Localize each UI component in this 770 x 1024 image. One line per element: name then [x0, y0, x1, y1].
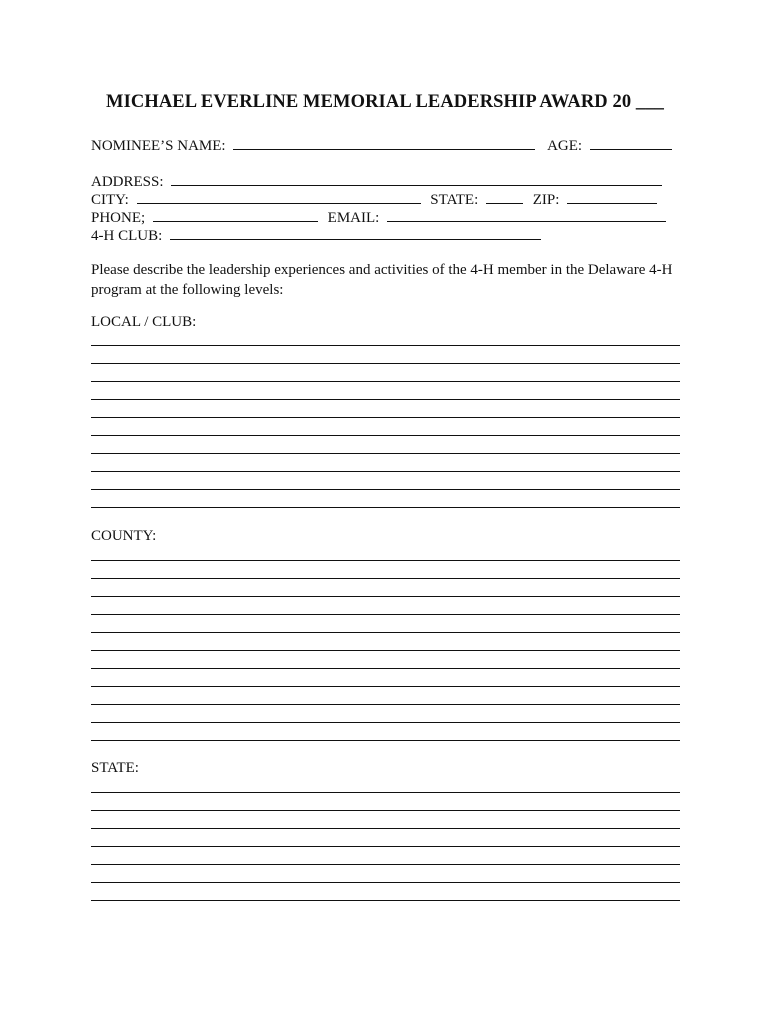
local-club-label: LOCAL / CLUB: [91, 314, 197, 330]
state-line[interactable] [91, 828, 680, 829]
state-line[interactable] [91, 792, 680, 793]
state-line[interactable] [91, 900, 680, 901]
local-club-line[interactable] [91, 417, 680, 418]
local-club-line[interactable] [91, 471, 680, 472]
local-club-line[interactable] [91, 399, 680, 400]
city-row [91, 190, 657, 209]
form-title: MICHAEL EVERLINE MEMORIAL LEADERSHIP AWARD 20 ___ [106, 92, 664, 112]
county-line[interactable] [91, 560, 680, 561]
address-row [91, 172, 662, 191]
age-label: AGE: [547, 138, 583, 154]
county-line[interactable] [91, 650, 680, 651]
local-club-line[interactable] [91, 507, 680, 508]
county-line[interactable] [91, 632, 680, 633]
local-club-line[interactable] [91, 489, 680, 490]
nominee-row [91, 136, 672, 155]
phone-field[interactable] [153, 208, 318, 222]
age-field[interactable] [590, 136, 672, 150]
county-line[interactable] [91, 704, 680, 705]
club-label: 4-H CLUB: [91, 228, 163, 244]
email-label: EMAIL: [327, 210, 380, 226]
state-field[interactable] [486, 190, 523, 204]
club-field[interactable] [170, 226, 541, 240]
state-line[interactable] [91, 864, 680, 865]
state-label: STATE: [430, 192, 479, 208]
address-label: ADDRESS: [91, 174, 164, 190]
phone-label: PHONE; [91, 210, 146, 226]
local-club-line[interactable] [91, 381, 680, 382]
city-label: CITY: [91, 192, 129, 208]
zip-label: ZIP: [532, 192, 560, 208]
zip-field[interactable] [567, 190, 657, 204]
county-line[interactable] [91, 722, 680, 723]
county-line[interactable] [91, 740, 680, 741]
city-field[interactable] [137, 190, 421, 204]
address-field[interactable] [171, 172, 662, 186]
county-line[interactable] [91, 614, 680, 615]
local-club-line[interactable] [91, 363, 680, 364]
nominee-name-label: NOMINEE’S NAME: [91, 138, 226, 154]
county-line[interactable] [91, 596, 680, 597]
club-row [91, 226, 541, 245]
state-section-label: STATE: [91, 760, 139, 776]
county-label: COUNTY: [91, 528, 157, 544]
local-club-line[interactable] [91, 435, 680, 436]
state-line[interactable] [91, 810, 680, 811]
email-field[interactable] [387, 208, 666, 222]
phone-row [91, 208, 666, 227]
local-club-line[interactable] [91, 345, 680, 346]
county-line[interactable] [91, 578, 680, 579]
nominee-name-field[interactable] [233, 136, 535, 150]
county-line[interactable] [91, 686, 680, 687]
state-line[interactable] [91, 882, 680, 883]
state-line[interactable] [91, 846, 680, 847]
instructions-text: Please describe the leadership experiences and activities of the 4-H member in the Delaware 4-H program at the following levels: [91, 262, 673, 298]
local-club-line[interactable] [91, 453, 680, 454]
county-line[interactable] [91, 668, 680, 669]
